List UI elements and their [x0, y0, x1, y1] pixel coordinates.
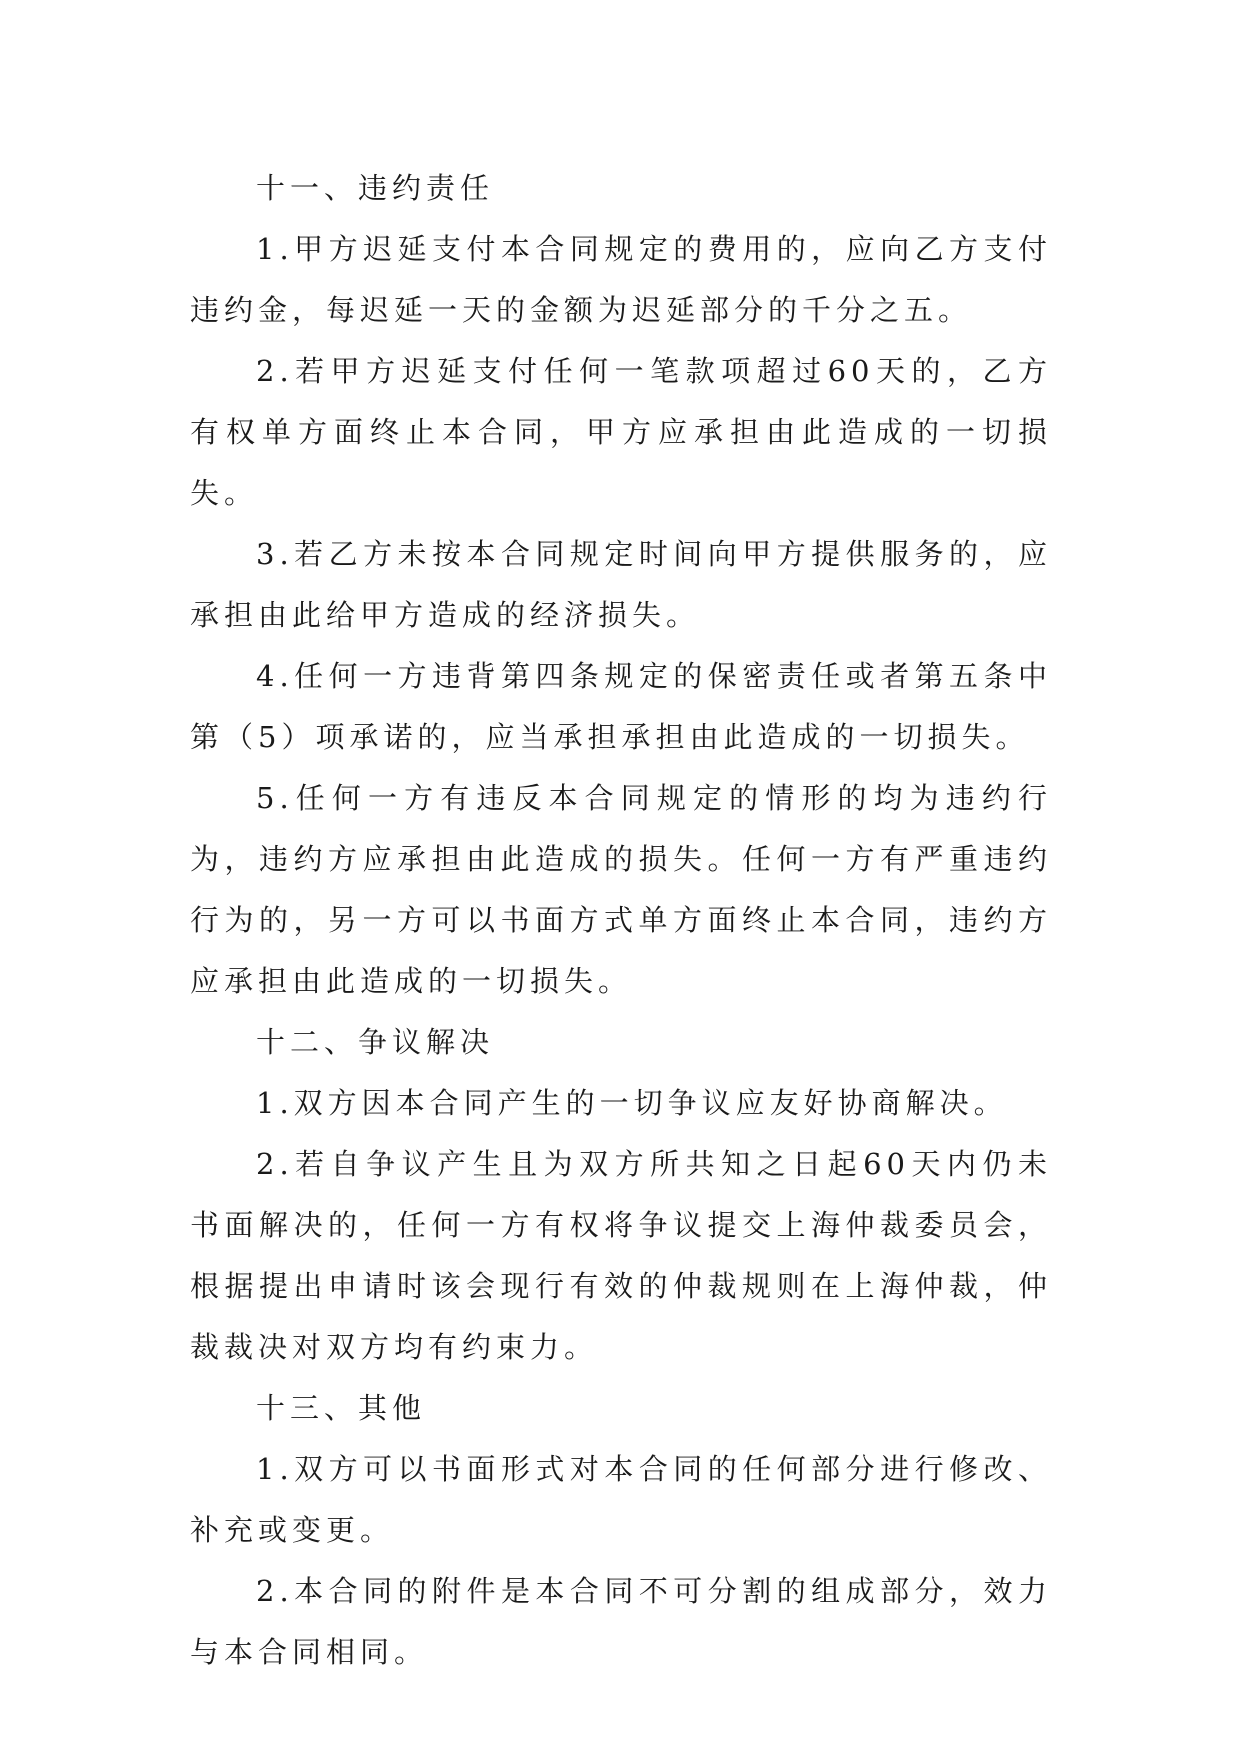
section-heading-other: 十三、其他	[256, 1391, 427, 1425]
clause-paragraph: 5.任何一方有违反本合同规定的情形的均为违约行为，违约方应承担由此造成的损失。任何一方有严重违约行为的，另一方可以书面方式单方面终止本合同，违约方应承担由此造成的一切损失。	[190, 781, 1052, 998]
clause-paragraph: 1.双方因本合同产生的一切争议应友好协商解决。	[256, 1086, 1008, 1120]
section-heading-dispute-resolution: 十二、争议解决	[256, 1025, 495, 1059]
clause-paragraph: 1.甲方迟延支付本合同规定的费用的，应向乙方支付违约金，每迟延一天的金额为迟延部分的千分之五。	[190, 232, 1052, 327]
clause-paragraph: 2.本合同的附件是本合同不可分割的组成部分，效力与本合同相同。	[190, 1574, 1052, 1669]
section-heading-breach-liability: 十一、违约责任	[256, 171, 495, 205]
document-body	[190, 158, 1052, 1683]
clause-paragraph: 3.若乙方未按本合同规定时间向甲方提供服务的，应承担由此给甲方造成的经济损失。	[190, 537, 1052, 632]
clause-paragraph: 1.双方可以书面形式对本合同的任何部分进行修改、补充或变更。	[190, 1452, 1052, 1547]
clause-paragraph: 4.任何一方违背第四条规定的保密责任或者第五条中第（5）项承诺的，应当承担承担由此造成的一切损失。	[190, 659, 1052, 754]
clause-paragraph: 2.若自争议产生且为双方所共知之日起60天内仍未书面解决的，任何一方有权将争议提交上海仲裁委员会，根据提出申请时该会现行有效的仲裁规则在上海仲裁，仲裁裁决对双方均有约束力。	[190, 1147, 1052, 1364]
clause-paragraph: 2.若甲方迟延支付任何一笔款项超过60天的，乙方有权单方面终止本合同，甲方应承担由此造成的一切损失。	[190, 354, 1052, 510]
